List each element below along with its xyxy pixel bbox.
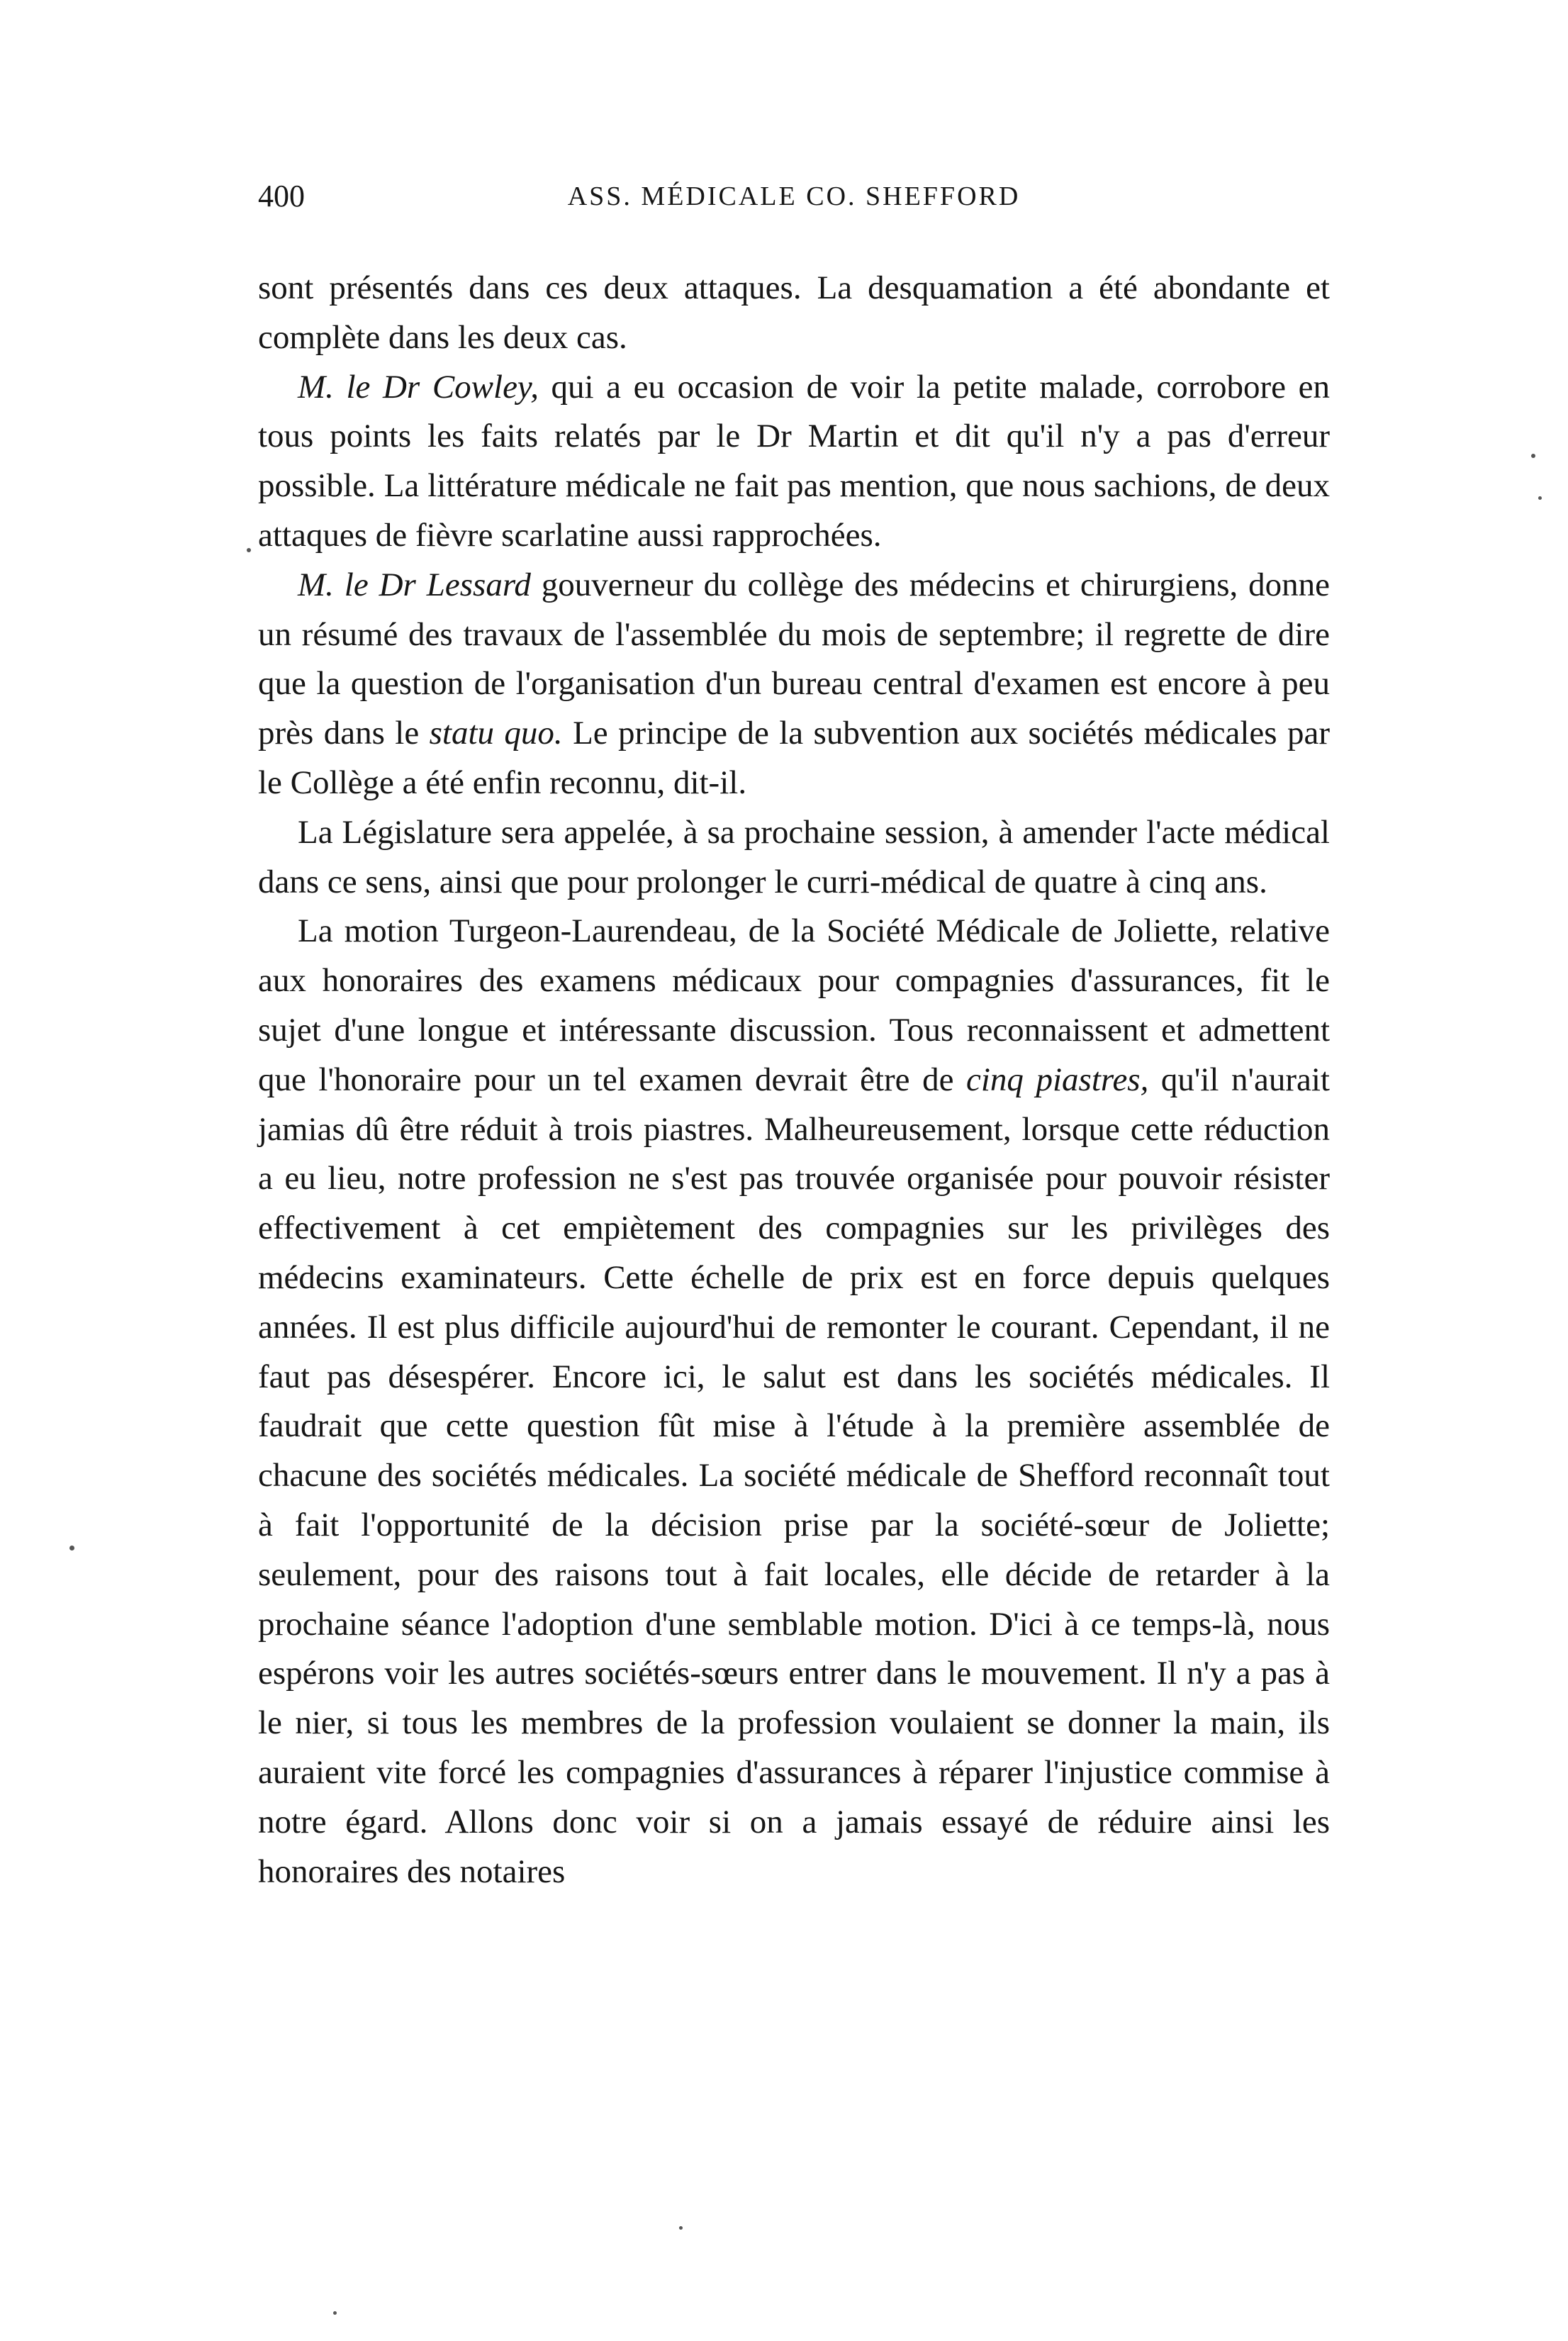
running-head — [258, 172, 1330, 221]
paragraph-3 — [258, 561, 1330, 808]
scan-speck — [1538, 496, 1542, 500]
paragraph-5-tail: qu'il n'aurait jamias dû être réduit à trois piastres. Malheureusement, lorsque cette réduction a eu lieu, notre profession ne s'est pas trouvée organisée pour pouvoir résister effectivement à cet empiètement des compagnies sur les privilèges des médecins examinateurs. Cette échelle de prix est en force depuis quelques années. Il est plus difficile aujourd'hui de remonter le courant. Cependant, il ne faut pas désespérer. Encore ici, le salut est dans les sociétés médicales. Il faudrait que cette question fût mise à l'étude à la première assemblée de chacune des sociétés médicales. La société médicale de Shefford reconnaît tout à fait l'opportunité de la décision prise par la société-sœur de Joliette; seulement, pour des raisons tout à fait locales, elle décide de retarder à la prochaine séance l'adoption d'une semblable motion. D'ici à ce temps-là, nous espérons voir les autres sociétés-sœurs entrer dans le mouvement. Il n'y a pas à le nier, si tous les membres de la profession voulaient se donner la main, ils auraient vite forcé les compagnies d'assurances à réparer l'injustice commise à notre égard. Allons donc voir si on a jamais essayé de réduire ainsi les honoraires des notaires — [258, 1061, 1330, 1890]
speaker-lessard: M. le Dr Lessard — [298, 566, 531, 603]
scan-speck — [69, 1546, 74, 1551]
paragraph-5-text: La motion Turgeon-Laurendeau, de la Société Médicale de Joliette, relative aux honoraires des examens médicaux pour compagnies d'assurances, fit le sujet d'une longue et intéressante discussion. Tous reconnaissent et admettent que l'honoraire pour un tel examen devrait être de — [258, 912, 1330, 1098]
paragraph-3-emphasis: statu quo. — [429, 715, 563, 752]
body-text — [258, 264, 1330, 1896]
paragraph-2-text: qui a eu occasion de voir la petite malade, corrobore en tous points les faits relatés par le Dr Martin et dit qu'il n'y a pas d'erreur possible. La littérature médicale ne fait pas mention, que nous sachions, de deux attaques de fièvre scarlatine aussi rapprochées. — [258, 368, 1330, 554]
paragraph-1-text: sont présentés dans ces deux attaques. La desquamation a été abondante et complète dans les deux cas. — [258, 269, 1330, 356]
page-number: 400 — [258, 179, 305, 213]
paragraph-1 — [258, 264, 1330, 363]
paragraph-2 — [258, 363, 1330, 561]
paragraph-4-text: La Législature sera appelée, à sa prochaine session, à amender l'acte médical dans ce sens, ainsi que pour prolonger le curri-médical de quatre à cinq ans. — [258, 813, 1330, 900]
scan-speck — [333, 2311, 337, 2315]
paragraph-4 — [258, 808, 1330, 907]
scan-speck — [247, 548, 251, 552]
paragraph-5-emphasis: cinq piastres, — [966, 1061, 1149, 1098]
speaker-cowley: M. le Dr Cowley, — [298, 368, 539, 406]
scan-speck — [1531, 454, 1535, 458]
running-title: ASS. MÉDICALE CO. SHEFFORD — [567, 181, 1021, 211]
paragraph-3-text: gouverneur du collège des médecins et chirurgiens, donne un résumé des travaux de l'assemblée du mois de septembre; il regrette de dire que la question de l'organisation d'un bureau central d'examen est encore à peu près dans le — [258, 566, 1330, 752]
paragraph-5 — [258, 907, 1330, 1896]
scan-speck — [679, 2226, 683, 2230]
paragraph-3-tail: Le principe de la subvention aux sociétés médicales par le Collège a été enfin reconnu, dit-il. — [258, 715, 1330, 801]
